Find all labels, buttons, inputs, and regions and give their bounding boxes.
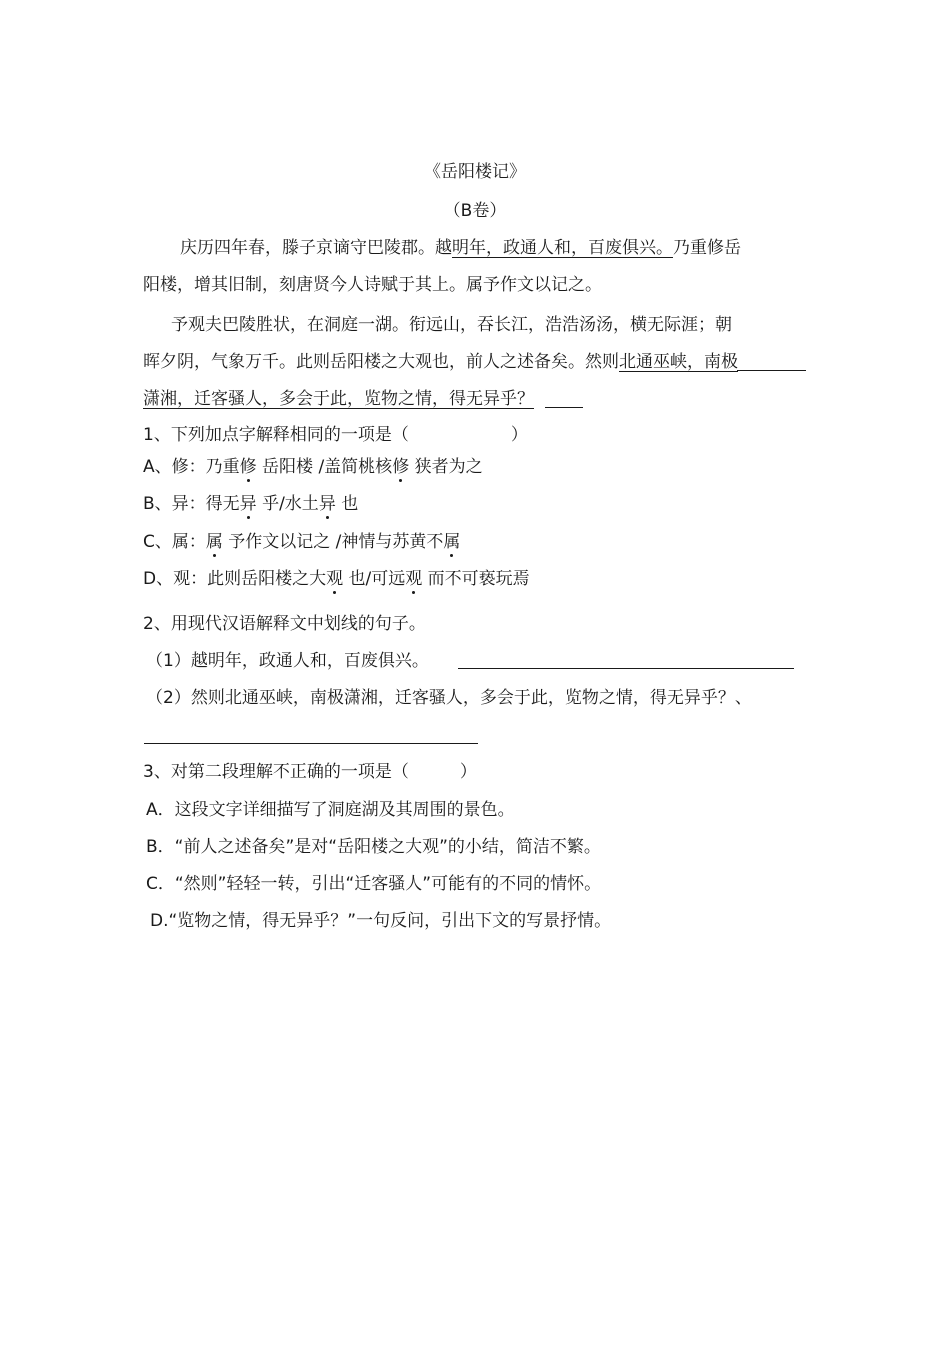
passage-line [143,387,534,411]
question-stem: 3、对第二段理解不正确的一项是（ ） [143,762,477,782]
dotted-char: 属 [205,532,223,552]
dotted-char: 修 [239,457,257,477]
text: 乃重修岳 [673,238,741,258]
passage-line: 予观夫巴陵胜状，在洞庭一湖。衔远山，吞长江，浩浩汤汤，横无际涯；朝 [171,315,732,335]
option-d: D.“览物之情，得无异乎？”一句反问，引出下文的写景抒情。 [150,911,612,931]
text: 晖夕阴，气象万千。此则岳阳楼之大观也，前人之述备矣。然则 [143,352,619,372]
answer-line-1[interactable] [458,668,794,669]
underlined-sentence: 北通巫峡，南极 [619,352,738,372]
text: 也 [335,494,359,514]
dotted-char: 异 [239,494,257,514]
option-b: B．“前人之述备矣”是对“岳阳楼之大观”的小结，简洁不繁。 [146,837,601,857]
text: 岳阳楼 /盖简桃核 [256,457,393,477]
text: 予作文以记之 /神情与苏黄不 [222,532,444,552]
question-stem: 1、下列加点字解释相同的一项是（ ） [143,425,528,445]
underlined-sentence: 明年，政通人和，百废俱兴。 [452,238,673,258]
option-c: C．“然则”轻轻一转，引出“迁客骚人”可能有的不同的情怀。 [146,874,602,894]
dotted-char: 修 [392,457,410,477]
option-a [143,455,483,479]
text: 狭者为之 [409,457,483,477]
passage-line [180,236,741,260]
underline-extension [737,370,806,371]
text: 而不可亵玩焉 [422,569,530,589]
question-stem: 2、用现代汉语解释文中划线的句子。 [143,614,426,634]
text: D、观：此则岳阳楼之大 [143,569,327,589]
text: 庆历四年春，滕子京谪守巴陵郡。越 [180,238,452,258]
text: 乎/水土 [256,494,319,514]
passage-line [143,350,738,374]
document-title: 《岳阳楼记》 [424,162,526,182]
option-c [143,530,460,554]
option-d [143,567,530,591]
underline-extension [545,407,583,408]
answer-line-2[interactable] [144,743,478,744]
option-a: A．这段文字详细描写了洞庭湖及其周围的景色。 [146,800,515,820]
dotted-char: 属 [443,532,461,552]
text: B、异：得无 [143,494,240,514]
text: C、属： [143,532,206,552]
dotted-char: 异 [318,494,336,514]
sentence-2: （2）然则北通巫峡，南极潇湘，迁客骚人，多会于此，览物之情，得无异乎？、 [146,688,752,708]
text: A、修：乃重 [143,457,240,477]
dotted-char: 观 [405,569,423,589]
text: 也/可远 [343,569,406,589]
underlined-sentence: 潇湘，迁客骚人，多会于此，览物之情，得无异乎？ [143,389,534,409]
option-b [143,492,358,516]
document-subtitle: （B卷） [443,201,507,221]
sentence-1: （1）越明年，政通人和，百废俱兴。 [146,651,429,671]
passage-line: 阳楼，增其旧制，刻唐贤今人诗赋于其上。属予作文以记之。 [143,275,602,295]
dotted-char: 观 [326,569,344,589]
